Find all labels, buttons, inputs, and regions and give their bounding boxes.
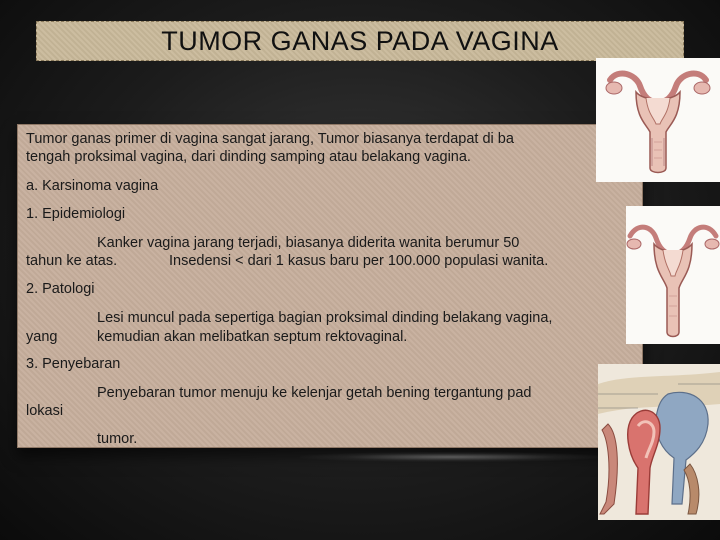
uterus-anatomy-icon [626, 206, 720, 344]
heading-epidemiologi: 1. Epidemiologi [26, 206, 126, 222]
penyebaran-line-2: lokasi [26, 403, 64, 419]
intro-line-2: tengah proksimal vagina, dari dinding samping atau belakang vagina. [26, 149, 471, 165]
penyebaran-line-3: tumor. [97, 431, 138, 447]
pelvis-illustration-bottom [598, 364, 720, 520]
slide-title: TUMOR GANAS PADA VAGINA [161, 25, 559, 56]
heading-patologi: 2. Patologi [26, 281, 95, 297]
shadow-shelf [300, 452, 600, 462]
patologi-line-2 [26, 329, 408, 346]
content-box [17, 124, 643, 448]
patologi-line-2b: kemudian akan melibatkan septum rektovaginal. [97, 329, 408, 345]
epidemiologi-line-1: Kanker vagina jarang terjadi, biasanya diderita wanita berumur 50 [97, 235, 520, 251]
uterus-anatomy-icon [596, 58, 720, 182]
uterus-illustration-middle [626, 206, 720, 344]
patologi-line-2a: yang [26, 329, 58, 345]
epidemiologi-line-2 [26, 253, 549, 270]
penyebaran-line-1: Penyebaran tumor menuju ke kelenjar getah bening tergantung pad [97, 385, 532, 401]
intro-line-1: Tumor ganas primer di vagina sangat jarang, Tumor biasanya terdapat di ba [26, 131, 514, 147]
epidemiologi-line-2a: tahun ke atas. [26, 253, 118, 269]
heading-karsinoma: a. Karsinoma vagina [26, 178, 159, 194]
uterus-illustration-top [596, 58, 720, 182]
patologi-line-1: Lesi muncul pada sepertiga bagian proksimal dinding belakang vagina, [97, 310, 553, 326]
epidemiologi-line-2b: Insedensi < dari 1 kasus baru per 100.000 populasi wanita. [169, 253, 549, 269]
heading-penyebaran: 3. Penyebaran [26, 356, 121, 372]
pelvis-sagittal-icon [598, 364, 720, 520]
title-bar [36, 21, 684, 61]
